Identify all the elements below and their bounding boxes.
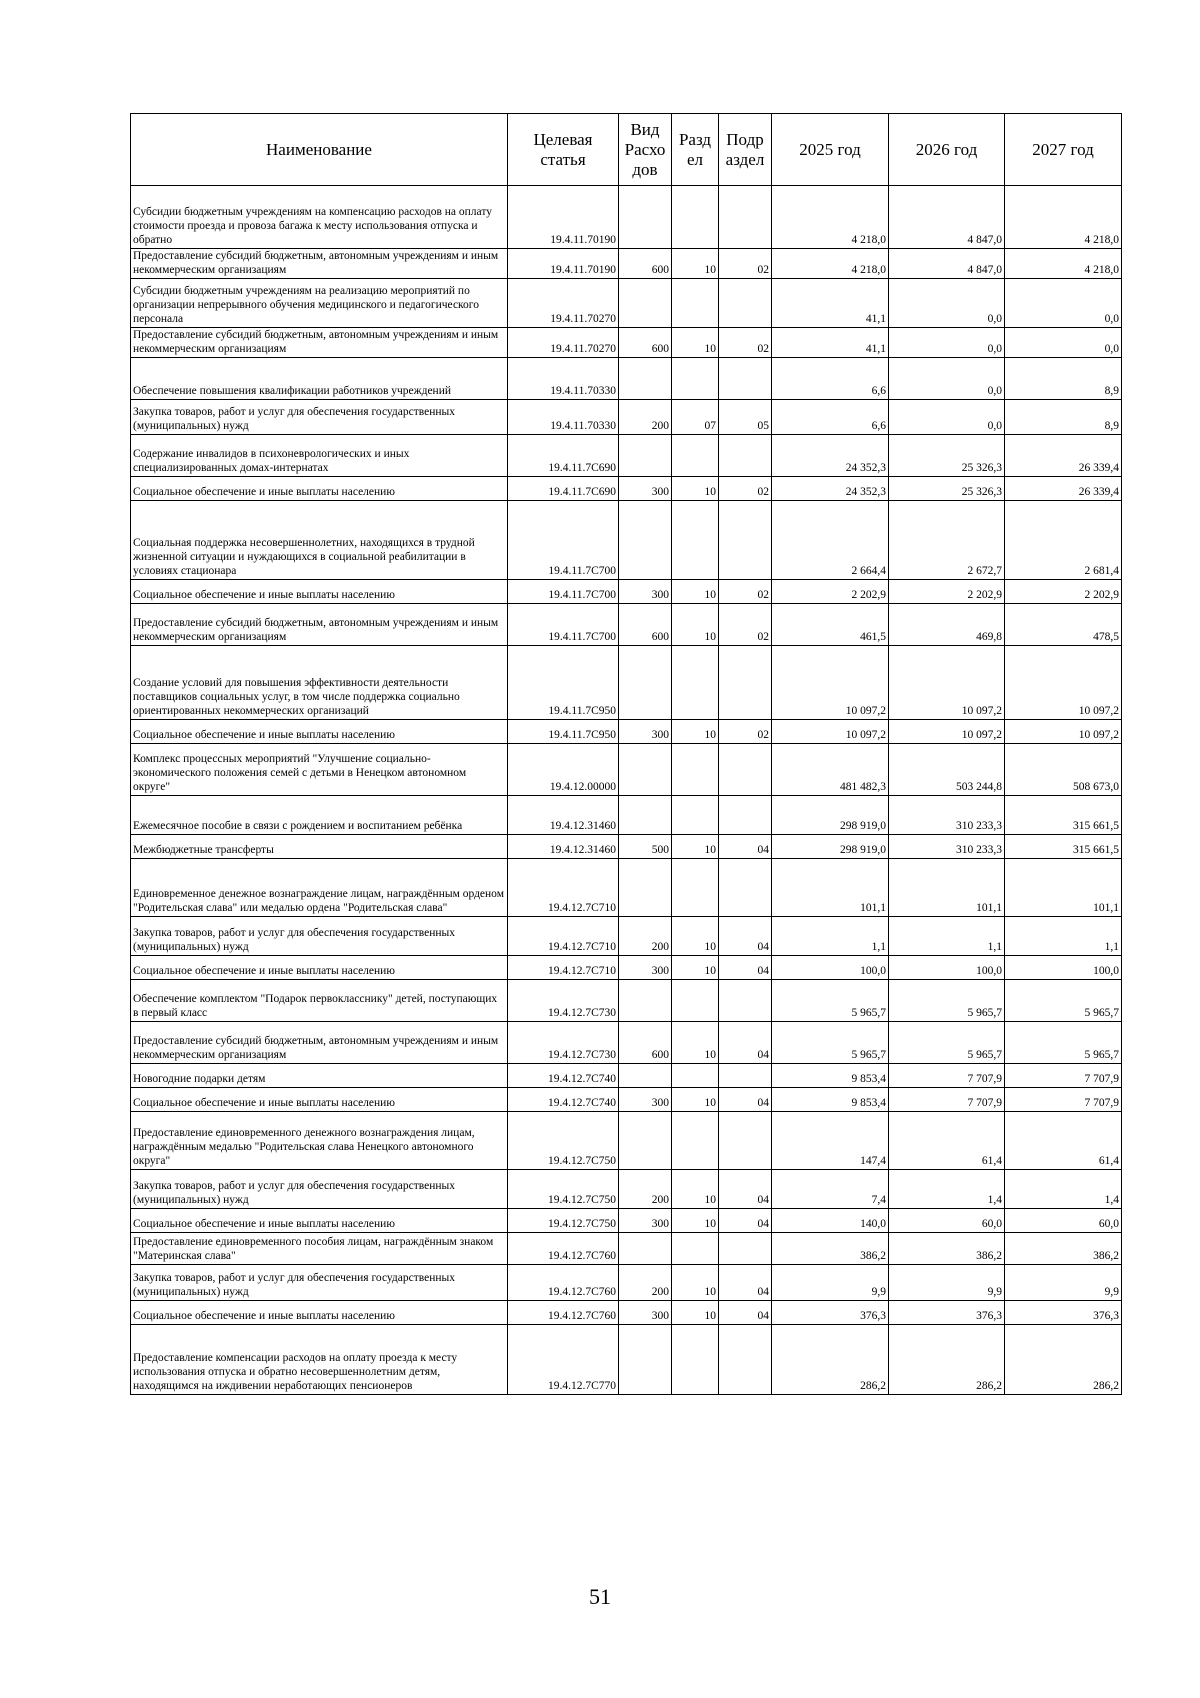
row-name: Новогодние подарки детям	[131, 1064, 508, 1088]
row-subsection	[719, 1325, 772, 1395]
table-row	[131, 835, 1122, 859]
table-row	[131, 358, 1122, 400]
row-name: Единовременное денежное вознаграждение лицам, награждённым орденом "Родительская слава" или медалью ордена "Родительская слава"	[131, 859, 508, 917]
row-value-2026: 10 097,2	[889, 720, 1005, 744]
table-row	[131, 1088, 1122, 1112]
row-section	[672, 1325, 719, 1395]
row-section	[672, 1233, 719, 1265]
row-name: Социальная поддержка несовершеннолетних, находящихся в трудной жизненной ситуации и нуждающихся в социальной реабилитации в условиях стационара	[131, 501, 508, 580]
row-target-article: 19.4.11.70190	[508, 186, 619, 249]
row-target-article: 19.4.12.7С750	[508, 1112, 619, 1170]
table-row	[131, 1112, 1122, 1170]
row-value-2026: 60,0	[889, 1209, 1005, 1233]
row-section: 10	[672, 1022, 719, 1064]
row-value-2027: 9,9	[1005, 1265, 1122, 1301]
row-name: Комплекс процессных мероприятий "Улучшение социально-экономического положения семей с детьми в Ненецком автономном округе"	[131, 744, 508, 796]
row-value-2027: 2 681,4	[1005, 501, 1122, 580]
row-expense-type: 300	[619, 580, 672, 604]
row-target-article: 19.4.12.7С710	[508, 956, 619, 980]
row-expense-type: 500	[619, 835, 672, 859]
row-target-article: 19.4.11.7С950	[508, 720, 619, 744]
row-target-article: 19.4.12.7С710	[508, 917, 619, 956]
row-value-2025: 9 853,4	[772, 1088, 889, 1112]
row-expense-type: 200	[619, 1170, 672, 1209]
row-subsection: 04	[719, 956, 772, 980]
row-target-article: 19.4.12.7С750	[508, 1209, 619, 1233]
table-row	[131, 580, 1122, 604]
row-value-2026: 310 233,3	[889, 835, 1005, 859]
row-target-article: 19.4.11.70330	[508, 358, 619, 400]
row-value-2026: 0,0	[889, 279, 1005, 328]
table-row	[131, 435, 1122, 477]
row-value-2025: 24 352,3	[772, 477, 889, 501]
row-value-2027: 7 707,9	[1005, 1088, 1122, 1112]
row-value-2026: 286,2	[889, 1325, 1005, 1395]
row-subsection	[719, 859, 772, 917]
row-value-2025: 2 664,4	[772, 501, 889, 580]
row-value-2026: 310 233,3	[889, 796, 1005, 835]
page-number: 51	[589, 1584, 611, 1609]
table-row	[131, 328, 1122, 358]
row-section: 10	[672, 249, 719, 279]
row-value-2027: 315 661,5	[1005, 835, 1122, 859]
row-section: 10	[672, 328, 719, 358]
row-target-article: 19.4.12.7С770	[508, 1325, 619, 1395]
row-value-2026: 4 847,0	[889, 249, 1005, 279]
row-section: 10	[672, 580, 719, 604]
row-expense-type: 600	[619, 1022, 672, 1064]
row-expense-type	[619, 796, 672, 835]
table-row	[131, 1233, 1122, 1265]
header-2025: 2025 год	[772, 114, 889, 186]
row-section: 10	[672, 1209, 719, 1233]
table-row	[131, 501, 1122, 580]
row-value-2026: 7 707,9	[889, 1088, 1005, 1112]
row-value-2026: 100,0	[889, 956, 1005, 980]
table-row	[131, 1265, 1122, 1301]
row-target-article: 19.4.12.7С760	[508, 1301, 619, 1325]
row-name: Социальное обеспечение и иные выплаты населению	[131, 720, 508, 744]
header-2027: 2027 год	[1005, 114, 1122, 186]
row-section: 10	[672, 604, 719, 646]
row-expense-type	[619, 186, 672, 249]
table-row	[131, 249, 1122, 279]
row-value-2027: 8,9	[1005, 358, 1122, 400]
row-expense-type: 300	[619, 1301, 672, 1325]
row-name: Закупка товаров, работ и услуг для обеспечения государственных (муниципальных) нужд	[131, 1265, 508, 1301]
row-value-2026: 101,1	[889, 859, 1005, 917]
row-target-article: 19.4.11.7С700	[508, 604, 619, 646]
row-subsection	[719, 435, 772, 477]
table-row	[131, 720, 1122, 744]
row-subsection: 05	[719, 400, 772, 435]
row-value-2026: 7 707,9	[889, 1064, 1005, 1088]
row-name: Социальное обеспечение и иные выплаты населению	[131, 956, 508, 980]
header-name: Наименование	[131, 114, 508, 186]
row-name: Содержание инвалидов в психоневрологических и иных специализированных домах-интернатах	[131, 435, 508, 477]
row-value-2025: 10 097,2	[772, 646, 889, 720]
row-subsection: 04	[719, 1209, 772, 1233]
row-expense-type: 200	[619, 400, 672, 435]
row-value-2027: 4 218,0	[1005, 186, 1122, 249]
row-target-article: 19.4.12.7С740	[508, 1088, 619, 1112]
table-row	[131, 1064, 1122, 1088]
row-name: Предоставление субсидий бюджетным, автономным учреждениям и иным некоммерческим организациям	[131, 1022, 508, 1064]
row-value-2026: 4 847,0	[889, 186, 1005, 249]
row-value-2025: 6,6	[772, 400, 889, 435]
row-target-article: 19.4.12.31460	[508, 796, 619, 835]
row-subsection: 04	[719, 1301, 772, 1325]
row-section: 10	[672, 477, 719, 501]
row-subsection	[719, 646, 772, 720]
row-expense-type	[619, 744, 672, 796]
row-section: 10	[672, 1088, 719, 1112]
row-expense-type: 600	[619, 604, 672, 646]
row-subsection	[719, 501, 772, 580]
row-target-article: 19.4.12.7С730	[508, 1022, 619, 1064]
row-value-2027: 61,4	[1005, 1112, 1122, 1170]
row-target-article: 19.4.11.7С690	[508, 477, 619, 501]
row-value-2025: 1,1	[772, 917, 889, 956]
row-value-2025: 298 919,0	[772, 835, 889, 859]
header-2026: 2026 год	[889, 114, 1005, 186]
row-subsection: 02	[719, 604, 772, 646]
row-name: Субсидии бюджетным учреждениям на компенсацию расходов на оплату стоимости проезда и провоза багажа к месту использования отпуска и обратно	[131, 186, 508, 249]
row-section	[672, 279, 719, 328]
row-value-2025: 9 853,4	[772, 1064, 889, 1088]
row-value-2026: 1,1	[889, 917, 1005, 956]
row-target-article: 19.4.12.7С750	[508, 1170, 619, 1209]
row-subsection: 02	[719, 249, 772, 279]
table-row	[131, 744, 1122, 796]
row-value-2025: 147,4	[772, 1112, 889, 1170]
row-name: Социальное обеспечение и иные выплаты населению	[131, 580, 508, 604]
row-section: 07	[672, 400, 719, 435]
row-subsection: 02	[719, 328, 772, 358]
row-section: 10	[672, 1265, 719, 1301]
row-subsection: 04	[719, 1170, 772, 1209]
table-row	[131, 400, 1122, 435]
row-subsection: 04	[719, 1022, 772, 1064]
row-section: 10	[672, 956, 719, 980]
row-value-2025: 298 919,0	[772, 796, 889, 835]
row-expense-type: 300	[619, 477, 672, 501]
row-section	[672, 358, 719, 400]
row-value-2025: 2 202,9	[772, 580, 889, 604]
row-value-2026: 0,0	[889, 328, 1005, 358]
row-name: Межбюджетные трансферты	[131, 835, 508, 859]
table-row	[131, 956, 1122, 980]
row-target-article: 19.4.11.7С950	[508, 646, 619, 720]
row-subsection	[719, 358, 772, 400]
row-expense-type	[619, 859, 672, 917]
row-value-2025: 4 218,0	[772, 186, 889, 249]
row-value-2026: 2 672,7	[889, 501, 1005, 580]
row-section	[672, 1064, 719, 1088]
table-row	[131, 186, 1122, 249]
row-target-article: 19.4.11.7С690	[508, 435, 619, 477]
row-value-2025: 461,5	[772, 604, 889, 646]
row-value-2025: 5 965,7	[772, 1022, 889, 1064]
row-section	[672, 796, 719, 835]
row-value-2026: 0,0	[889, 400, 1005, 435]
row-expense-type	[619, 279, 672, 328]
row-value-2027: 1,4	[1005, 1170, 1122, 1209]
row-target-article: 19.4.12.7С730	[508, 980, 619, 1022]
table-row	[131, 1170, 1122, 1209]
row-name: Обеспечение повышения квалификации работников учреждений	[131, 358, 508, 400]
header-subsection: Подр аздел	[719, 114, 772, 186]
row-name: Ежемесячное пособие в связи с рождением и воспитанием ребёнка	[131, 796, 508, 835]
row-name: Создание условий для повышения эффективности деятельности поставщиков социальных услуг, в том числе поддержка социально ориентированных некоммерческих организаций	[131, 646, 508, 720]
row-value-2026: 2 202,9	[889, 580, 1005, 604]
row-section: 10	[672, 1301, 719, 1325]
row-target-article: 19.4.11.70270	[508, 279, 619, 328]
row-name: Социальное обеспечение и иные выплаты населению	[131, 1209, 508, 1233]
row-expense-type	[619, 1233, 672, 1265]
row-value-2027: 508 673,0	[1005, 744, 1122, 796]
row-target-article: 19.4.12.31460	[508, 835, 619, 859]
row-value-2027: 10 097,2	[1005, 646, 1122, 720]
row-name: Предоставление единовременного пособия лицам, награждённым знаком "Материнская слава"	[131, 1233, 508, 1265]
row-expense-type	[619, 1112, 672, 1170]
row-subsection: 02	[719, 477, 772, 501]
row-value-2027: 286,2	[1005, 1325, 1122, 1395]
table-row	[131, 859, 1122, 917]
row-name: Обеспечение комплектом "Подарок первокласснику" детей, поступающих в первый класс	[131, 980, 508, 1022]
row-value-2027: 0,0	[1005, 279, 1122, 328]
table-row	[131, 1301, 1122, 1325]
row-value-2027: 376,3	[1005, 1301, 1122, 1325]
row-value-2027: 478,5	[1005, 604, 1122, 646]
table-row	[131, 917, 1122, 956]
row-subsection	[719, 744, 772, 796]
row-target-article: 19.4.12.7С710	[508, 859, 619, 917]
row-expense-type: 300	[619, 1088, 672, 1112]
row-value-2027: 7 707,9	[1005, 1064, 1122, 1088]
row-value-2027: 100,0	[1005, 956, 1122, 980]
header-target-article: Целевая статья	[508, 114, 619, 186]
row-value-2025: 41,1	[772, 279, 889, 328]
row-expense-type: 200	[619, 917, 672, 956]
row-value-2026: 0,0	[889, 358, 1005, 400]
row-section	[672, 859, 719, 917]
row-value-2026: 1,4	[889, 1170, 1005, 1209]
row-value-2027: 315 661,5	[1005, 796, 1122, 835]
row-value-2027: 0,0	[1005, 328, 1122, 358]
row-value-2025: 9,9	[772, 1265, 889, 1301]
row-subsection: 04	[719, 1088, 772, 1112]
table-row	[131, 1209, 1122, 1233]
row-value-2026: 25 326,3	[889, 435, 1005, 477]
row-value-2027: 2 202,9	[1005, 580, 1122, 604]
row-expense-type: 300	[619, 956, 672, 980]
row-value-2025: 6,6	[772, 358, 889, 400]
row-target-article: 19.4.11.70330	[508, 400, 619, 435]
row-name: Предоставление компенсации расходов на оплату проезда к месту использования отпуска и обратно несовершеннолетним детям, находящимся на иждивении неработающих пенсионеров	[131, 1325, 508, 1395]
row-name: Закупка товаров, работ и услуг для обеспечения государственных (муниципальных) нужд	[131, 400, 508, 435]
table-row	[131, 279, 1122, 328]
row-value-2025: 24 352,3	[772, 435, 889, 477]
row-expense-type	[619, 501, 672, 580]
row-expense-type: 300	[619, 1209, 672, 1233]
row-expense-type: 200	[619, 1265, 672, 1301]
row-value-2025: 101,1	[772, 859, 889, 917]
row-section	[672, 646, 719, 720]
row-value-2027: 26 339,4	[1005, 477, 1122, 501]
row-name: Предоставление субсидий бюджетным, автономным учреждениям и иным некоммерческим организациям	[131, 328, 508, 358]
row-value-2026: 5 965,7	[889, 980, 1005, 1022]
row-name: Предоставление субсидий бюджетным, автономным учреждениям и иным некоммерческим организациям	[131, 604, 508, 646]
row-subsection	[719, 796, 772, 835]
row-name: Закупка товаров, работ и услуг для обеспечения государственных (муниципальных) нужд	[131, 917, 508, 956]
row-section: 10	[672, 1170, 719, 1209]
row-value-2026: 9,9	[889, 1265, 1005, 1301]
row-expense-type	[619, 980, 672, 1022]
row-subsection	[719, 279, 772, 328]
row-name: Социальное обеспечение и иные выплаты населению	[131, 1088, 508, 1112]
row-value-2025: 41,1	[772, 328, 889, 358]
row-value-2027: 1,1	[1005, 917, 1122, 956]
row-expense-type	[619, 358, 672, 400]
row-value-2025: 4 218,0	[772, 249, 889, 279]
row-value-2027: 26 339,4	[1005, 435, 1122, 477]
row-value-2026: 469,8	[889, 604, 1005, 646]
table-row	[131, 980, 1122, 1022]
row-value-2026: 386,2	[889, 1233, 1005, 1265]
row-subsection	[719, 1112, 772, 1170]
row-value-2025: 481 482,3	[772, 744, 889, 796]
row-target-article: 19.4.12.7С760	[508, 1265, 619, 1301]
row-subsection	[719, 1233, 772, 1265]
row-value-2026: 10 097,2	[889, 646, 1005, 720]
row-section	[672, 980, 719, 1022]
row-target-article: 19.4.11.70270	[508, 328, 619, 358]
row-expense-type: 300	[619, 720, 672, 744]
table-row	[131, 477, 1122, 501]
row-section: 10	[672, 720, 719, 744]
budget-table	[130, 113, 1122, 1395]
table-header-row	[131, 114, 1122, 186]
row-subsection	[719, 186, 772, 249]
table-row	[131, 646, 1122, 720]
row-value-2027: 101,1	[1005, 859, 1122, 917]
row-value-2026: 376,3	[889, 1301, 1005, 1325]
row-value-2027: 10 097,2	[1005, 720, 1122, 744]
row-value-2025: 386,2	[772, 1233, 889, 1265]
row-subsection: 04	[719, 835, 772, 859]
row-section	[672, 435, 719, 477]
table-row	[131, 796, 1122, 835]
row-value-2025: 5 965,7	[772, 980, 889, 1022]
row-value-2026: 5 965,7	[889, 1022, 1005, 1064]
row-section	[672, 186, 719, 249]
row-target-article: 19.4.12.7С760	[508, 1233, 619, 1265]
row-name: Закупка товаров, работ и услуг для обеспечения государственных (муниципальных) нужд	[131, 1170, 508, 1209]
row-value-2027: 5 965,7	[1005, 1022, 1122, 1064]
row-expense-type: 600	[619, 328, 672, 358]
row-subsection: 04	[719, 1265, 772, 1301]
row-target-article: 19.4.11.7С700	[508, 501, 619, 580]
row-value-2025: 376,3	[772, 1301, 889, 1325]
row-value-2027: 60,0	[1005, 1209, 1122, 1233]
row-value-2025: 100,0	[772, 956, 889, 980]
row-expense-type	[619, 1325, 672, 1395]
row-section	[672, 1112, 719, 1170]
row-section	[672, 744, 719, 796]
row-value-2025: 7,4	[772, 1170, 889, 1209]
row-name: Социальное обеспечение и иные выплаты населению	[131, 1301, 508, 1325]
row-value-2026: 25 326,3	[889, 477, 1005, 501]
row-section	[672, 501, 719, 580]
row-value-2027: 386,2	[1005, 1233, 1122, 1265]
table-row	[131, 1325, 1122, 1395]
table-row	[131, 604, 1122, 646]
row-subsection	[719, 1064, 772, 1088]
row-expense-type	[619, 435, 672, 477]
row-expense-type	[619, 1064, 672, 1088]
row-name: Предоставление единовременного денежного вознаграждения лицам, награждённым медалью "Родительская слава Ненецкого автономного округа"	[131, 1112, 508, 1170]
row-name: Субсидии бюджетным учреждениям на реализацию мероприятий по организации непрерывного обучения медицинского и педагогического персонала	[131, 279, 508, 328]
row-value-2027: 8,9	[1005, 400, 1122, 435]
header-expense-type: Вид Расхо дов	[619, 114, 672, 186]
row-value-2027: 5 965,7	[1005, 980, 1122, 1022]
row-expense-type	[619, 646, 672, 720]
row-value-2026: 503 244,8	[889, 744, 1005, 796]
header-section: Разд ел	[672, 114, 719, 186]
row-expense-type: 600	[619, 249, 672, 279]
row-value-2026: 61,4	[889, 1112, 1005, 1170]
row-value-2025: 10 097,2	[772, 720, 889, 744]
row-value-2027: 4 218,0	[1005, 249, 1122, 279]
row-subsection: 02	[719, 580, 772, 604]
row-subsection	[719, 980, 772, 1022]
row-target-article: 19.4.12.7С740	[508, 1064, 619, 1088]
row-section: 10	[672, 835, 719, 859]
row-name: Социальное обеспечение и иные выплаты населению	[131, 477, 508, 501]
row-value-2025: 140,0	[772, 1209, 889, 1233]
row-target-article: 19.4.11.7С700	[508, 580, 619, 604]
row-name: Предоставление субсидий бюджетным, автономным учреждениям и иным некоммерческим организациям	[131, 249, 508, 279]
table-body	[131, 186, 1122, 1395]
row-section: 10	[672, 917, 719, 956]
row-subsection: 02	[719, 720, 772, 744]
row-subsection: 04	[719, 917, 772, 956]
row-target-article: 19.4.11.70190	[508, 249, 619, 279]
table-row	[131, 1022, 1122, 1064]
row-value-2025: 286,2	[772, 1325, 889, 1395]
row-target-article: 19.4.12.00000	[508, 744, 619, 796]
